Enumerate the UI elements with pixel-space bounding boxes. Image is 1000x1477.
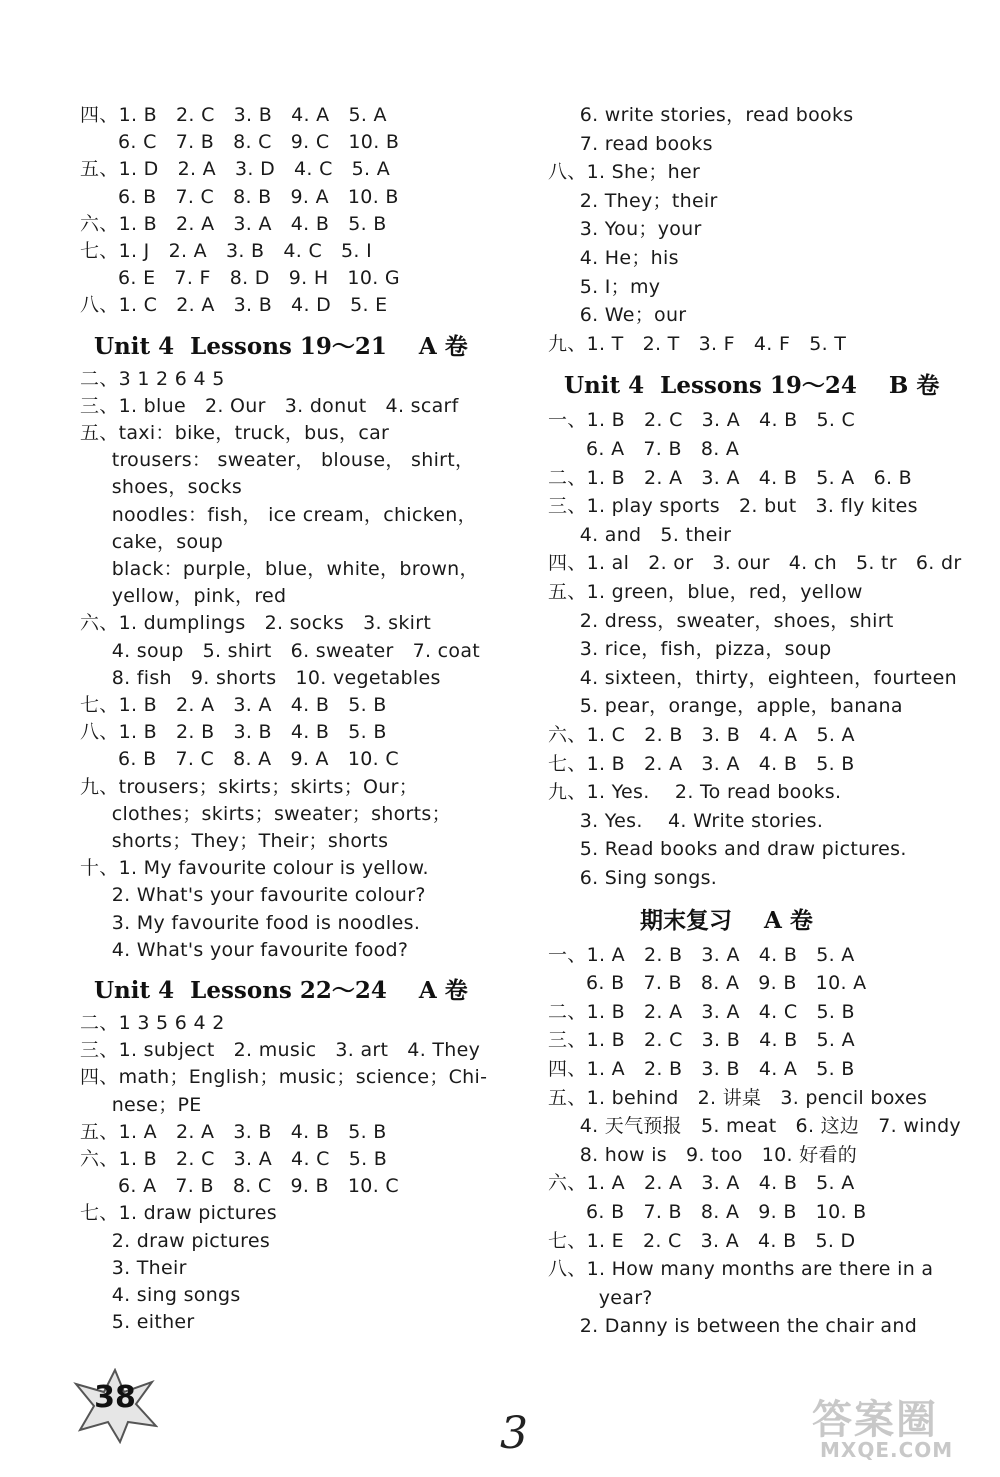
- answer-line: 三、1. play sports 2. but 3. fly kites: [548, 495, 918, 518]
- section-heading: Unit 4 Lessons 19～21 A 卷: [94, 332, 468, 360]
- answer-line: 七、1. B 2. A 3. A 4. B 5. B: [80, 694, 387, 716]
- answer-line: 七、1. J 2. A 3. B 4. C 5. I: [80, 240, 373, 262]
- answer-line: 4. He；his: [548, 247, 679, 269]
- answer-line: yellow，pink，red: [80, 585, 287, 608]
- answer-line: 2. What's your favourite colour?: [80, 884, 426, 907]
- answer-line: 七、1. draw pictures: [80, 1202, 277, 1225]
- answer-line: 5. I；my: [548, 275, 661, 298]
- answer-line: 6. B 7. B 8. A 9. B 10. B: [548, 1201, 867, 1223]
- answer-line: 六、1. A 2. A 3. A 4. B 5. A: [548, 1172, 855, 1195]
- answer-line: 6. A 7. B 8. C 9. B 10. C: [80, 1175, 399, 1198]
- watermark-url: MXQE.COM: [820, 1438, 954, 1462]
- answer-line: 8. how is 9. too 10. 好看的: [548, 1143, 858, 1166]
- answer-line: 五、1. behind 2. 讲桌 3. pencil boxes: [548, 1086, 928, 1109]
- answer-line: 七、1. B 2. A 3. A 4. B 5. B: [548, 752, 855, 775]
- answer-line: 五、1. A 2. A 3. B 4. B 5. B: [80, 1120, 387, 1143]
- answer-line: 8. fish 9. shorts 10. vegetables: [80, 666, 441, 689]
- answer-line: 四、math；English；music；science；Chi-: [80, 1066, 488, 1089]
- page-number: 38: [94, 1380, 136, 1415]
- answer-line: 五、taxi：bike，truck，bus，car: [80, 422, 390, 444]
- answer-line: 五、1. D 2. A 3. D 4. C 5. A: [80, 158, 391, 181]
- answer-line: 6. write stories，read books: [548, 104, 854, 126]
- answer-line: 6. E 7. F 8. D 9. H 10. G: [80, 267, 400, 290]
- answer-line: 6. B 7. B 8. A 9. B 10. A: [548, 972, 867, 995]
- answer-line: 三、1. blue 2. Our 3. donut 4. scarf: [80, 394, 459, 417]
- answer-line: 2. They；their: [548, 189, 718, 212]
- watermark-title: 答案圈: [812, 1397, 938, 1443]
- answer-line: 八、1. C 2. A 3. B 4. D 5. E: [80, 294, 388, 317]
- answer-line: 六、1. B 2. A 3. A 4. B 5. B: [80, 212, 387, 235]
- answer-line: 5. either: [80, 1311, 195, 1334]
- section-heading: Unit 4 Lessons 22～24 A 卷: [94, 977, 468, 1004]
- answer-line: 4. 天气预报 5. meat 6. 这边 7. windy: [548, 1115, 961, 1138]
- answer-line: 二、1. B 2. A 3. A 4. B 5. A 6. B: [548, 466, 912, 489]
- answer-line: 二、1. B 2. A 3. A 4. C 5. B: [548, 1000, 855, 1023]
- answer-line: 八、1. B 2. B 3. B 4. B 5. B: [80, 721, 387, 744]
- answer-line: 九、1. Yes. 2. To read books.: [548, 781, 842, 804]
- answer-line: 7. read books: [548, 132, 713, 155]
- answer-line: 3. Their: [80, 1256, 187, 1279]
- answer-line: year?: [548, 1286, 653, 1309]
- answer-line: 九、trousers；skirts；skirts；Our；: [80, 775, 418, 798]
- answer-line: 六、1. B 2. C 3. A 4. C 5. B: [80, 1148, 388, 1170]
- answer-line: shoes，socks: [80, 476, 243, 499]
- answer-line: 四、1. B 2. C 3. B 4. A 5. A: [80, 104, 387, 126]
- answer-line: 4. sing songs: [80, 1284, 241, 1306]
- answer-line: 2. draw pictures: [80, 1229, 271, 1252]
- answer-line: 四、1. al 2. or 3. our 4. ch 5. tr 6. dr: [548, 552, 962, 575]
- answer-line: black：purple，blue，white，brown，: [80, 558, 479, 580]
- answer-line: 2. dress，sweater，shoes，shirt: [548, 609, 894, 632]
- answer-line: 6. B 7. C 8. B 9. A 10. B: [80, 185, 399, 208]
- section-heading: Unit 4 Lessons 19～24 B 卷: [564, 372, 940, 400]
- answer-line: shorts；They；Their；shorts: [80, 830, 389, 852]
- answer-line: 3. My favourite food is noodles.: [80, 911, 421, 934]
- answer-line: 3. Yes. 4. Write stories.: [548, 809, 824, 832]
- answer-line: 六、1. C 2. B 3. B 4. A 5. A: [548, 724, 855, 746]
- answer-line: 4. and 5. their: [548, 523, 732, 546]
- answer-line: noodles：fish， ice cream，chicken，: [80, 503, 477, 526]
- watermark-logo: [812, 1388, 982, 1468]
- handwritten-mark: 3: [500, 1408, 528, 1459]
- answer-line: 3. rice，fish，pizza，soup: [548, 638, 832, 661]
- page-number-badge: [72, 1368, 158, 1444]
- answer-line: 4. What's your favourite food?: [80, 938, 409, 961]
- answer-line: 一、1. B 2. C 3. A 4. B 5. C: [548, 409, 856, 432]
- answer-line: clothes；skirts；sweater；shorts；: [80, 802, 451, 825]
- answer-line: 6. B 7. C 8. A 9. A 10. C: [80, 748, 399, 771]
- answer-line: 3. You；your: [548, 218, 702, 241]
- answer-line: 三、1. subject 2. music 3. art 4. They: [80, 1039, 481, 1062]
- answer-line: 三、1. B 2. C 3. B 4. B 5. A: [548, 1029, 855, 1052]
- answer-line: 5. pear，orange，apple，banana: [548, 695, 903, 718]
- answer-line: 一、1. A 2. B 3. A 4. B 5. A: [548, 943, 855, 966]
- answer-line: 6. C 7. B 8. C 9. C 10. B: [80, 131, 400, 154]
- answer-line: 九、1. T 2. T 3. F 4. F 5. T: [548, 332, 847, 355]
- answer-line: 4. sixteen，thirty，eighteen，fourteen: [548, 666, 957, 689]
- answer-line: cake，soup: [80, 530, 224, 553]
- answer-line: 二、3 1 2 6 4 5: [80, 367, 225, 390]
- answer-line: 八、1. How many months are there in a: [548, 1258, 934, 1281]
- answer-line: trousers： sweater， blouse， shirt，: [80, 449, 475, 472]
- answer-line: 5. Read books and draw pictures.: [548, 838, 907, 861]
- answer-line: 八、1. She；her: [548, 161, 701, 184]
- answer-line: 四、1. A 2. B 3. B 4. A 5. B: [548, 1058, 855, 1080]
- answer-line: 十、1. My favourite colour is yellow.: [80, 857, 429, 880]
- answer-line: 二、1 3 5 6 4 2: [80, 1012, 225, 1034]
- answer-line: 6. We；our: [548, 304, 687, 327]
- answer-line: 4. soup 5. shirt 6. sweater 7. coat: [80, 639, 481, 662]
- answer-line: nese；PE: [80, 1093, 202, 1116]
- answer-line: 6. A 7. B 8. A: [548, 438, 740, 460]
- section-heading: 期末复习 A 卷: [640, 906, 813, 934]
- answer-line: 五、1. green，blue，red，yellow: [548, 581, 863, 603]
- answer-line: 六、1. dumplings 2. socks 3. skirt: [80, 612, 432, 635]
- answer-line: 6. Sing songs.: [548, 867, 718, 889]
- answer-line: 七、1. E 2. C 3. A 4. B 5. D: [548, 1229, 856, 1252]
- answer-line: 2. Danny is between the chair and: [548, 1315, 918, 1338]
